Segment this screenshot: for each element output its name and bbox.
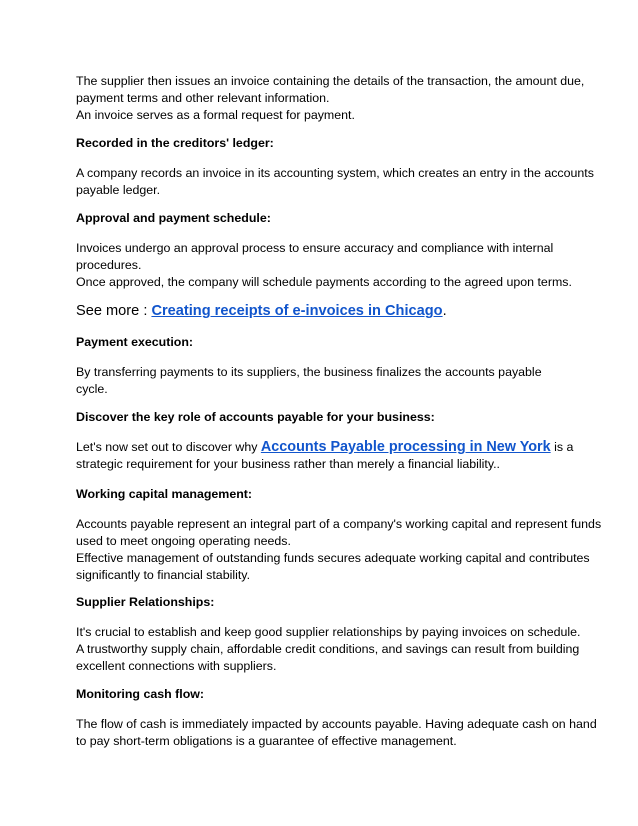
- text-line: [76, 439, 574, 456]
- heading-cash-flow: Monitoring cash flow:: [76, 687, 205, 701]
- text-line: procedures.: [76, 258, 142, 272]
- text-line: Effective management of outstanding funds secures adequate working capital and contributes: [76, 551, 590, 565]
- see-more-line: [76, 302, 566, 320]
- discover-prefix: Let's now set out to discover why: [76, 440, 261, 454]
- paragraph-supplier: [76, 624, 581, 675]
- link-creating-receipts[interactable]: Creating receipts of e-invoices in Chicago: [151, 303, 443, 319]
- see-more-suffix: .: [442, 303, 447, 319]
- paragraph-cash-flow: [76, 716, 597, 750]
- paragraph-discover: [76, 439, 574, 473]
- paragraph-execution: By transferring payments to its suppliers, the business finalizes the accounts payable cycle.: [76, 365, 542, 396]
- text-line: Accounts payable represent an integral part of a company's working capital and represent funds: [76, 517, 602, 531]
- heading-discover-role: Discover the key role of accounts payable for your business:: [76, 410, 435, 424]
- text-line: payable ledger.: [76, 183, 161, 197]
- heading-creditors-ledger: Recorded in the creditors' ledger:: [76, 136, 274, 150]
- paragraph-ledger: [76, 165, 594, 199]
- text-line: used to meet ongoing operating needs.: [76, 534, 291, 548]
- discover-suffix: is a: [550, 440, 574, 454]
- paragraph-approval: [76, 240, 572, 291]
- heading-supplier-relationships: Supplier Relationships:: [76, 595, 215, 609]
- see-more-prefix: See more :: [76, 303, 152, 319]
- heading-approval-schedule: Approval and payment schedule:: [76, 211, 271, 225]
- text-line: to pay short-term obligations is a guarantee of effective management.: [76, 734, 457, 748]
- text-line: An invoice serves as a formal request for payment.: [76, 108, 355, 122]
- paragraph-invoice-issue: [76, 73, 585, 124]
- text-line: excellent connections with suppliers.: [76, 659, 277, 673]
- text-line: payment terms and other relevant information.: [76, 91, 330, 105]
- text-line: A company records an invoice in its accounting system, which creates an entry in the accounts: [76, 166, 594, 180]
- link-accounts-payable-processing[interactable]: Accounts Payable processing in New York: [260, 439, 551, 455]
- text-line: The flow of cash is immediately impacted by accounts payable. Having adequate cash on hand: [76, 717, 597, 731]
- text-line: A trustworthy supply chain, affordable credit conditions, and savings can result from building: [76, 642, 580, 656]
- text-line: Once approved, the company will schedule payments according to the agreed upon terms.: [76, 275, 572, 289]
- heading-working-capital: Working capital management:: [76, 487, 253, 501]
- heading-payment-execution: Payment execution:: [76, 335, 194, 349]
- text-line: significantly to financial stability.: [76, 568, 251, 582]
- text-line: strategic requirement for your business rather than merely a financial liability..: [76, 457, 500, 471]
- text-line: The supplier then issues an invoice containing the details of the transaction, the amount due,: [76, 74, 585, 88]
- paragraph-working-capital: [76, 516, 602, 584]
- text-line: Invoices undergo an approval process to ensure accuracy and compliance with internal: [76, 241, 554, 255]
- text-line: It's crucial to establish and keep good supplier relationships by paying invoices on schedule.: [76, 625, 581, 639]
